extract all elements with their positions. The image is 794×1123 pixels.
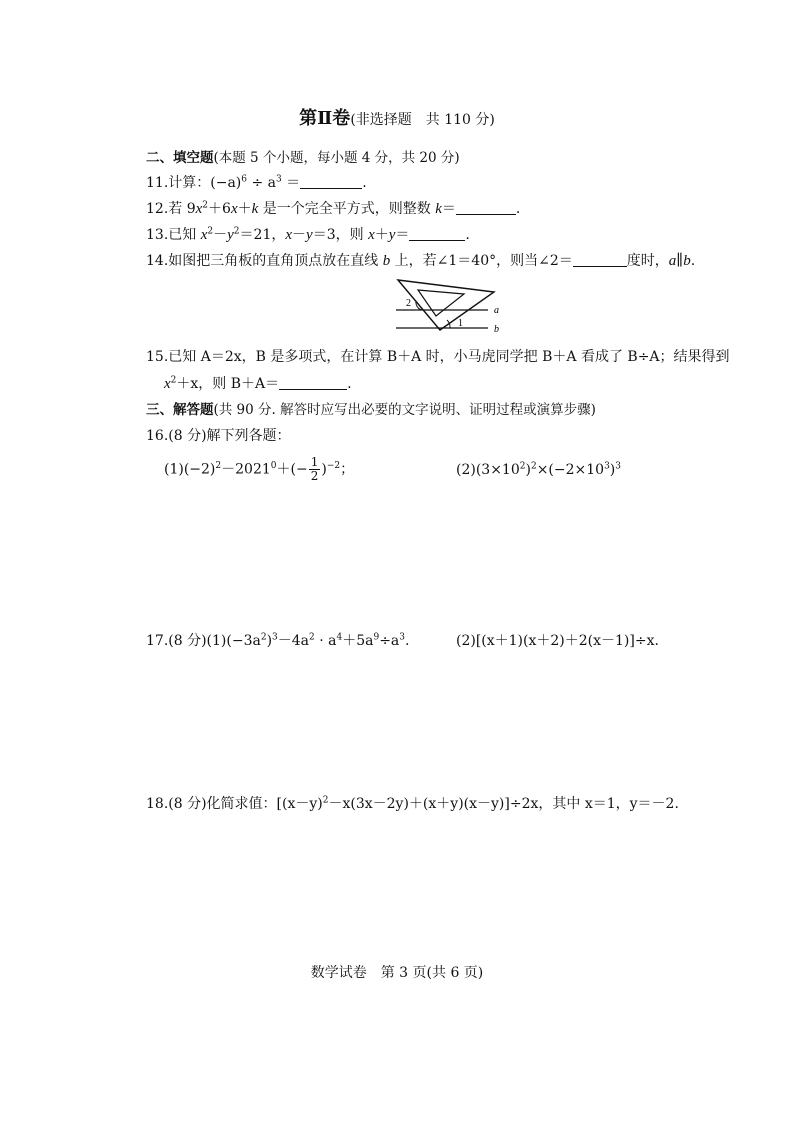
q12-number: 12.: [146, 201, 169, 217]
outer-triangle: [398, 280, 494, 330]
q16-p1-plus: ＋(−: [276, 461, 308, 478]
q11-text: 计算：(−a): [168, 175, 242, 191]
q17-p1-exp3: 2: [309, 632, 315, 643]
q13-mid1: ＝21，: [239, 227, 286, 243]
q11-eq: ＝: [281, 175, 301, 191]
q18-exp1: 2: [322, 795, 329, 806]
question-16-part2: [456, 462, 621, 478]
question-15: [146, 346, 730, 366]
q14-var-b: b: [382, 253, 391, 269]
q13-var-x: x: [200, 227, 208, 243]
q12-tail: .: [515, 201, 521, 217]
q12-var-k2: k: [435, 201, 442, 217]
q14-number: 14.: [146, 253, 169, 269]
page-footer: 数学试卷 第 3 页(共 6 页): [310, 965, 484, 981]
line-a-label: a: [494, 305, 499, 316]
q16-p2-exp1: 2: [519, 461, 526, 472]
q16-p1-exp1: 2: [215, 460, 222, 471]
q17-p1-exp5: 9: [373, 632, 380, 643]
question-16-title: 16.(8 分)解下列各题：: [146, 428, 291, 444]
q14-pre: 如图把三角板的直角顶点放在直线: [168, 253, 383, 269]
q13-number: 13.: [146, 227, 169, 243]
q12-eq: ＝: [441, 201, 456, 217]
q11-number: 11.: [146, 175, 169, 191]
triangle-ruler-figure: [392, 276, 512, 340]
section-2-title: 二、填空题: [146, 150, 214, 166]
q12-exp: 2: [202, 200, 209, 211]
q16-fraction: [309, 456, 321, 483]
question-15-line2: [164, 373, 352, 393]
q16-p2-exp3: 3: [604, 461, 610, 472]
q13-pre: 已知: [168, 227, 201, 243]
q14-answer-blank[interactable]: [573, 254, 627, 267]
section-3-title: 三、解答题: [146, 402, 214, 418]
paper-title-sub: (非选择题 共 110 分): [350, 112, 495, 128]
q16-p2-exp2: 2: [530, 461, 537, 472]
q12-pre: 若 9: [168, 201, 196, 217]
question-13: [146, 224, 470, 244]
q13-var-x3: x: [368, 227, 375, 243]
q15-mid: ＋x，则 B＋A＝: [176, 376, 280, 392]
question-17-part1: [146, 630, 409, 650]
q13-mid2: ＝3，则: [312, 227, 369, 243]
q16-p2-mid: ): [525, 462, 531, 478]
q16-p2-close: ): [609, 462, 616, 478]
q17-p1-dot: · a: [314, 633, 337, 649]
line-b-label: b: [494, 324, 499, 335]
q14-mid1: 上，若∠1＝40°，则当∠2＝: [390, 253, 573, 269]
section-3-desc: (共 90 分. 解答时应写出必要的文字说明、证明过程或演算步骤): [213, 402, 596, 418]
q16-p1-end: ；: [340, 461, 355, 478]
q11-answer-blank[interactable]: [300, 176, 362, 189]
q18-prefix: 18.(8 分): [146, 796, 207, 812]
q13-minus2: －: [292, 227, 307, 243]
q11-tail: .: [362, 175, 367, 191]
q15-line1: 已知 A＝2x，B 是多项式，在计算 B＋A 时，小马虎同学把 B＋A 看成了 B÷A；结果得到: [168, 349, 730, 365]
q16-p1-exp3: −2: [326, 460, 341, 471]
q12-answer-blank[interactable]: [456, 202, 516, 215]
q11-exp2: 3: [276, 174, 282, 185]
q12-var-k: k: [251, 201, 259, 217]
q13-answer-blank[interactable]: [409, 228, 465, 241]
q13-var-x2: x: [285, 227, 293, 243]
q12-var-x2: x: [230, 201, 238, 217]
q16-p2-mid2: ×(−2×10: [536, 462, 605, 478]
q12-mid: ＋6: [208, 201, 231, 217]
q16-frac-den: 2: [310, 469, 319, 483]
q12-var-x: x: [195, 201, 203, 217]
q13-tail: .: [465, 227, 470, 243]
q17-p1-exp1: 2: [260, 632, 267, 643]
q13-var-y: y: [227, 227, 234, 243]
q15-var-x: x: [164, 376, 171, 392]
q16-p1-exp2: 0: [270, 460, 277, 471]
q11-exp1: 6: [241, 174, 248, 185]
q16-p1-pre: (1)(−2): [164, 461, 216, 478]
q14-parallel: a∥b: [668, 253, 691, 269]
q13-exp2: 2: [233, 226, 240, 237]
angle-2-label: 2: [406, 298, 411, 309]
q18-rest: －x(3x－2y)＋(x＋y)(x－y)]÷2x，其中 x＝1，y＝－2.: [328, 796, 679, 812]
q14-tail: .: [690, 253, 696, 269]
q13-plus: ＋: [374, 227, 389, 243]
q12-plus: ＋: [237, 201, 252, 217]
question-11: [146, 172, 367, 192]
q18-text: 化简求值：[(x－y): [206, 796, 323, 812]
q17-p1-end: .: [405, 633, 410, 649]
q13-var-y2: y: [306, 227, 313, 243]
q16-p2-exp4: 3: [615, 461, 621, 472]
q14-mid2: 度时，: [626, 253, 669, 269]
angle-1-label: 1: [458, 318, 463, 329]
q16-p2-pre: (2)(3×10: [456, 462, 520, 478]
q17-p1-close: ): [266, 633, 273, 649]
q15-answer-blank[interactable]: [279, 377, 347, 390]
q13-minus: －: [213, 227, 228, 243]
question-18: [146, 793, 679, 813]
q17-p1-div: ÷a: [379, 633, 400, 649]
q15-tail: .: [347, 376, 352, 392]
paper-title-main: 第Ⅱ卷: [299, 108, 351, 129]
q17-p1-exp6: 3: [399, 632, 406, 643]
q16-p1-close: ): [321, 461, 327, 478]
q12-post: 是一个完全平方式，则整数: [258, 201, 436, 217]
q17-p1-pre: 17.(8 分)(1)(−3a: [146, 633, 261, 649]
q17-p1-mid: －4a: [277, 633, 310, 649]
q17-p1-plus: ＋5a: [342, 633, 374, 649]
section-2-heading: [146, 146, 460, 166]
question-14: [146, 250, 695, 270]
question-12: [146, 198, 520, 218]
q17-p1-exp4: 4: [336, 632, 343, 643]
section-2-desc: (本题 5 个小题，每小题 4 分，共 20 分): [213, 150, 460, 166]
paper-title: [0, 104, 794, 130]
question-16-part1: [164, 456, 354, 483]
question-17-part2: (2)[(x＋1)(x＋2)＋2(x－1)]÷x.: [456, 633, 659, 649]
q16-p1-mid: －2021: [221, 461, 271, 478]
q15-exp: 2: [170, 375, 177, 386]
q17-p1-exp2: 3: [272, 632, 278, 643]
q15-number: 15.: [146, 349, 169, 365]
q13-eq: ＝: [395, 227, 410, 243]
q13-var-y3: y: [388, 227, 396, 243]
section-3-heading: [146, 398, 596, 418]
q13-exp1: 2: [207, 226, 214, 237]
q11-mid: ÷ a: [247, 175, 276, 191]
q16-frac-num: 1: [310, 455, 319, 469]
